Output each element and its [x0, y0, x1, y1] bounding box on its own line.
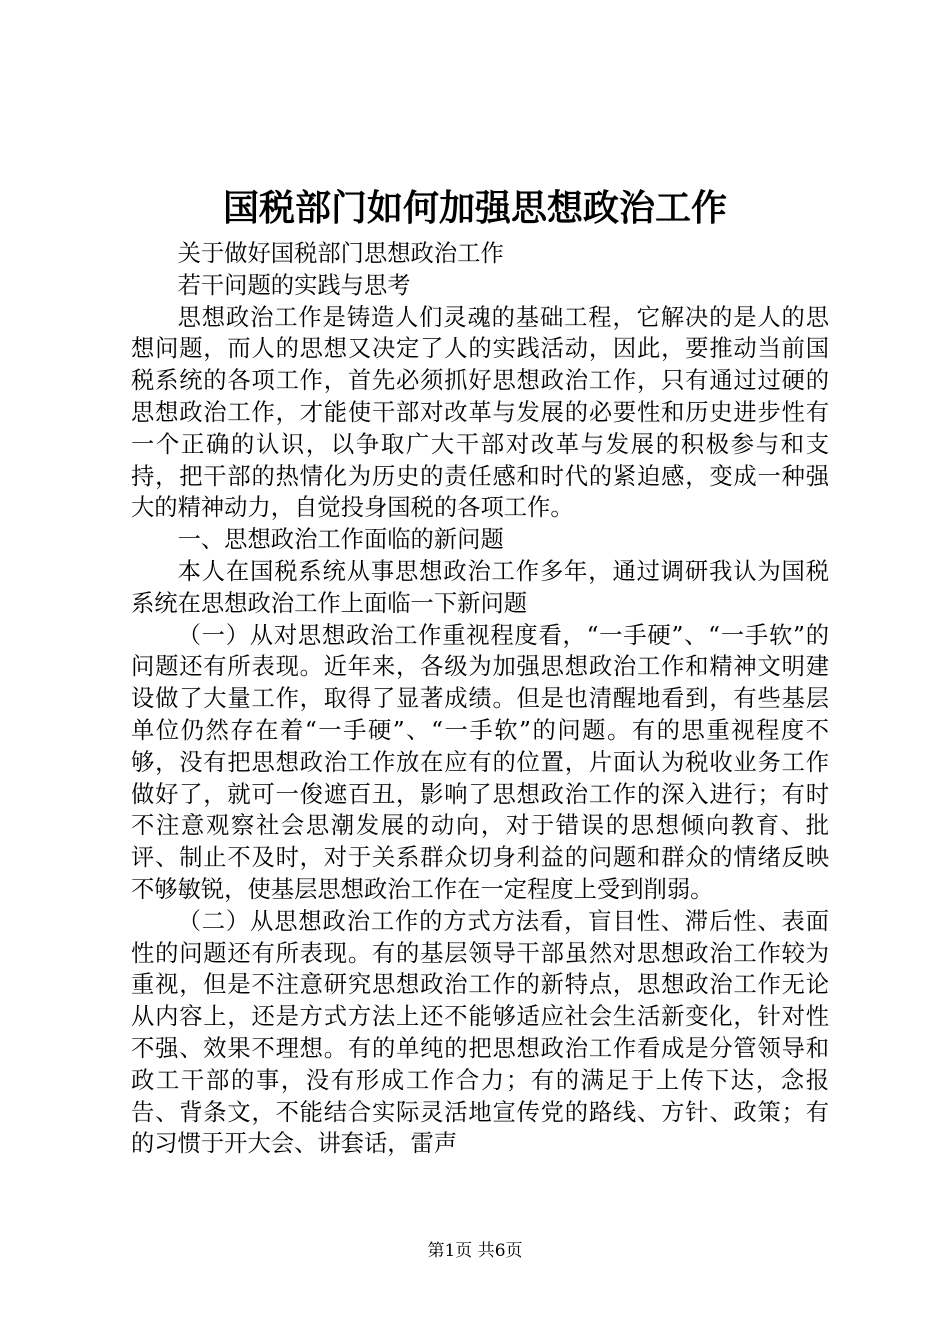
- page-number-footer: 第1页 共6页: [427, 1241, 523, 1261]
- body-paragraph: 本人在国税系统从事思想政治工作多年，通过调研我认为国税系统在思想政治工作上面临一下新问题: [131, 557, 829, 617]
- body-paragraph: （二）从思想政治工作的方式方法看，盲目性、滞后性、表面性的问题还有所表现。有的基层领导干部虽然对思想政治工作较为重视，但是不注意研究思想政治工作的新特点，思想政治工作无论从内容上，还是方式方法上还不能够适应社会生活新变化，针对性不强、效果不理想。有的单纯的把思想政治工作看成是分管领导和政工干部的事，没有形成工作合力；有的满足于上传下达，念报告、背条文，不能结合实际灵活地宣传党的路线、方针、政策；有的习惯于开大会、讲套话，雷声: [131, 907, 829, 1158]
- section-heading: 一、思想政治工作面临的新问题: [177, 526, 504, 554]
- document-body: [131, 238, 829, 1160]
- body-paragraph: 若干问题的实践与思考: [177, 271, 411, 299]
- body-paragraph: （一）从对思想政治工作重视程度看，“一手硬”、“一手软”的问题还有所表现。近年来，各级为加强思想政治工作和精神文明建设做了大量工作，取得了显著成绩。但是也清醒地看到，有些基层单位仍然存在着“一手硬”、“一手软”的问题。有的思重视程度不够，没有把思想政治工作放在应有的位置，片面认为税收业务工作做好了，就可一俊遮百丑，影响了思想政治工作的深入进行；有时不注意观察社会思潮发展的动向，对于错误的思想倾向教育、批评、制止不及时，对于关系群众切身利益的问题和群众的情绪反映不够敏锐，使基层思想政治工作在一定程度上受到削弱。: [131, 621, 829, 903]
- document-title: 国税部门如何加强思想政治工作: [222, 187, 727, 229]
- body-paragraph: 关于做好国税部门思想政治工作: [177, 240, 504, 267]
- body-paragraph: 思想政治工作是铸造人们灵魂的基础工程，它解决的是人的思想问题，而人的思想又决定了人的实践活动，因此，要推动当前国税系统的各项工作，首先必须抓好思想政治工作，只有通过过硬的思想政治工作，才能使干部对改革与发展的必要性和历史进步性有一个正确的认识，以争取广大干部对改革与发展的积极参与和支持，把干部的热情化为历史的责任感和时代的紧迫感，变成一种强大的精神动力，自觉投身国税的各项工作。: [131, 303, 829, 522]
